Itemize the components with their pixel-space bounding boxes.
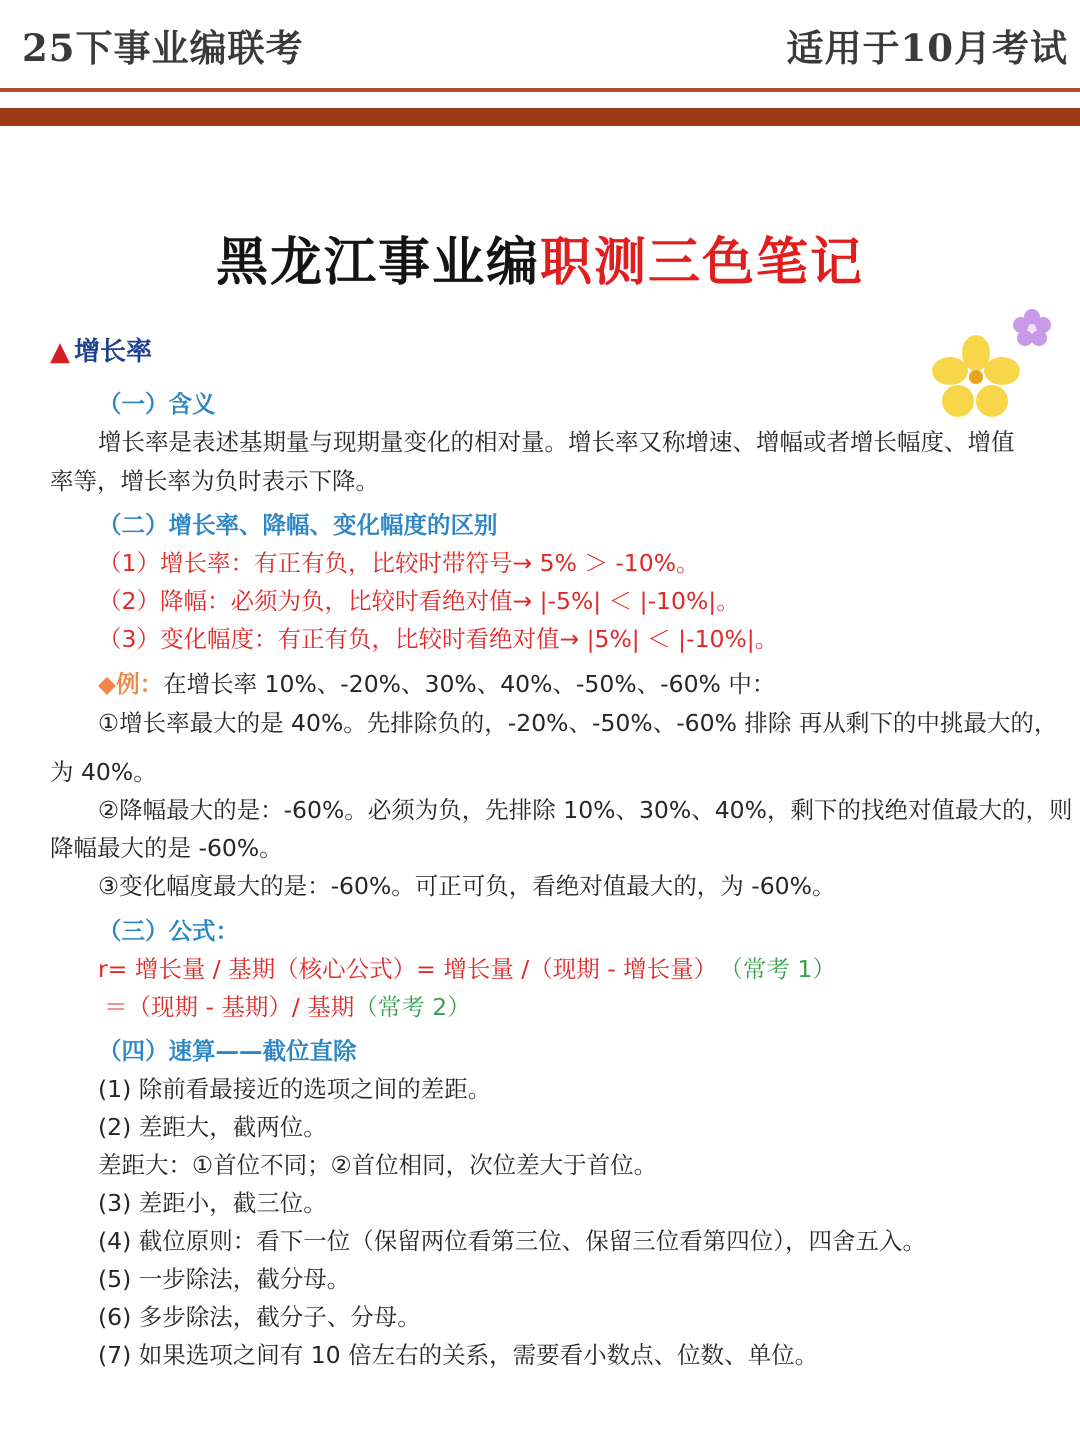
list-item: (2) 差距大，截两位。: [98, 1113, 327, 1141]
list-item: （3）变化幅度：有正有负，比较时看绝对值→ |5%| ＜ |-10%|。: [98, 625, 779, 653]
formula-line-1: [98, 954, 836, 984]
list-item: 差距大：①首位不同；②首位相同，次位差大于首位。: [98, 1151, 658, 1179]
example-line: [98, 669, 775, 699]
formula-1: r= 增长量 / 基期（核心公式）= 增长量 /（现期 - 增长量）: [98, 955, 718, 983]
formula-1-note: （常考 1）: [731, 955, 836, 983]
paragraph-line: ②降幅最大的是：-60%。必须为负，先排除 10%、30%、40%，剩下的找绝对值最大的，则: [98, 796, 1073, 824]
page-header: [0, 0, 1080, 88]
paragraph-line: 率等，增长率为负时表示下降。: [50, 467, 379, 495]
triangle-marker-icon: ▲: [50, 337, 70, 367]
paragraph-line: ①增长率最大的是 40%。先排除负的，-20%、-50%、-60% 排除 再从剩下的中挑最大的，: [98, 709, 1058, 737]
section-heading-growth-rate: [50, 337, 152, 367]
paragraph-line: 为 40%。: [50, 758, 157, 786]
list-item: (1) 除前看最接近的选项之间的差距。: [98, 1075, 492, 1103]
yellow-flower-icon: [932, 335, 1020, 419]
list-item: (3) 差距小，截三位。: [98, 1189, 327, 1217]
title-black-part: 黑龙江事业编: [215, 233, 540, 293]
page-title: [0, 220, 1080, 295]
subheading-quick-calc: （四）速算——截位直除: [98, 1037, 357, 1065]
section-heading-label: 增长率: [74, 337, 153, 367]
paragraph-line: 降幅最大的是 -60%。: [50, 834, 283, 862]
paragraph-line: ③变化幅度最大的是：-60%。可正可负，看绝对值最大的，为 -60%。: [98, 872, 836, 900]
title-red-part: 职测三色笔记: [540, 233, 865, 293]
paragraph-line: 增长率是表述基期量与现期量变化的相对量。增长率又称增速、增幅或者增长幅度、增值: [98, 428, 1015, 456]
header-divider-thick: [0, 108, 1080, 126]
formula-2-note: （常考 2）: [354, 993, 471, 1021]
header-divider-thin: [0, 88, 1080, 92]
subheading-differences: （二）增长率、降幅、变化幅度的区别: [98, 511, 498, 539]
list-item: (5) 一步除法，截分母。: [98, 1265, 351, 1293]
subheading-formula: （三）公式：: [98, 917, 239, 945]
list-item: (6) 多步除法，截分子、分母。: [98, 1303, 421, 1331]
list-item: （2）降幅：必须为负，比较时看绝对值→ |-5%| ＜ |-10%|。: [98, 587, 740, 615]
header-right-text: 适用于10月考试: [786, 26, 1068, 70]
list-item: (4) 截位原则：看下一位（保留两位看第三位、保留三位看第四位），四舍五入。: [98, 1227, 927, 1255]
formula-line-2: [104, 992, 471, 1022]
example-label: ◆例：: [98, 670, 164, 698]
header-left-text: 25下事业编联考: [22, 26, 304, 70]
list-item: (7) 如果选项之间有 10 倍左右的关系，需要看小数点、位数、单位。: [98, 1341, 819, 1369]
list-item: （1）增长率：有正有负，比较时带符号→ 5% ＞ -10%。: [98, 549, 700, 577]
formula-2: ＝（现期 - 基期）/ 基期: [104, 993, 355, 1021]
subheading-meaning: （一）含义: [98, 390, 216, 418]
example-text: 在增长率 10%、-20%、30%、40%、-50%、-60% 中：: [163, 670, 776, 698]
